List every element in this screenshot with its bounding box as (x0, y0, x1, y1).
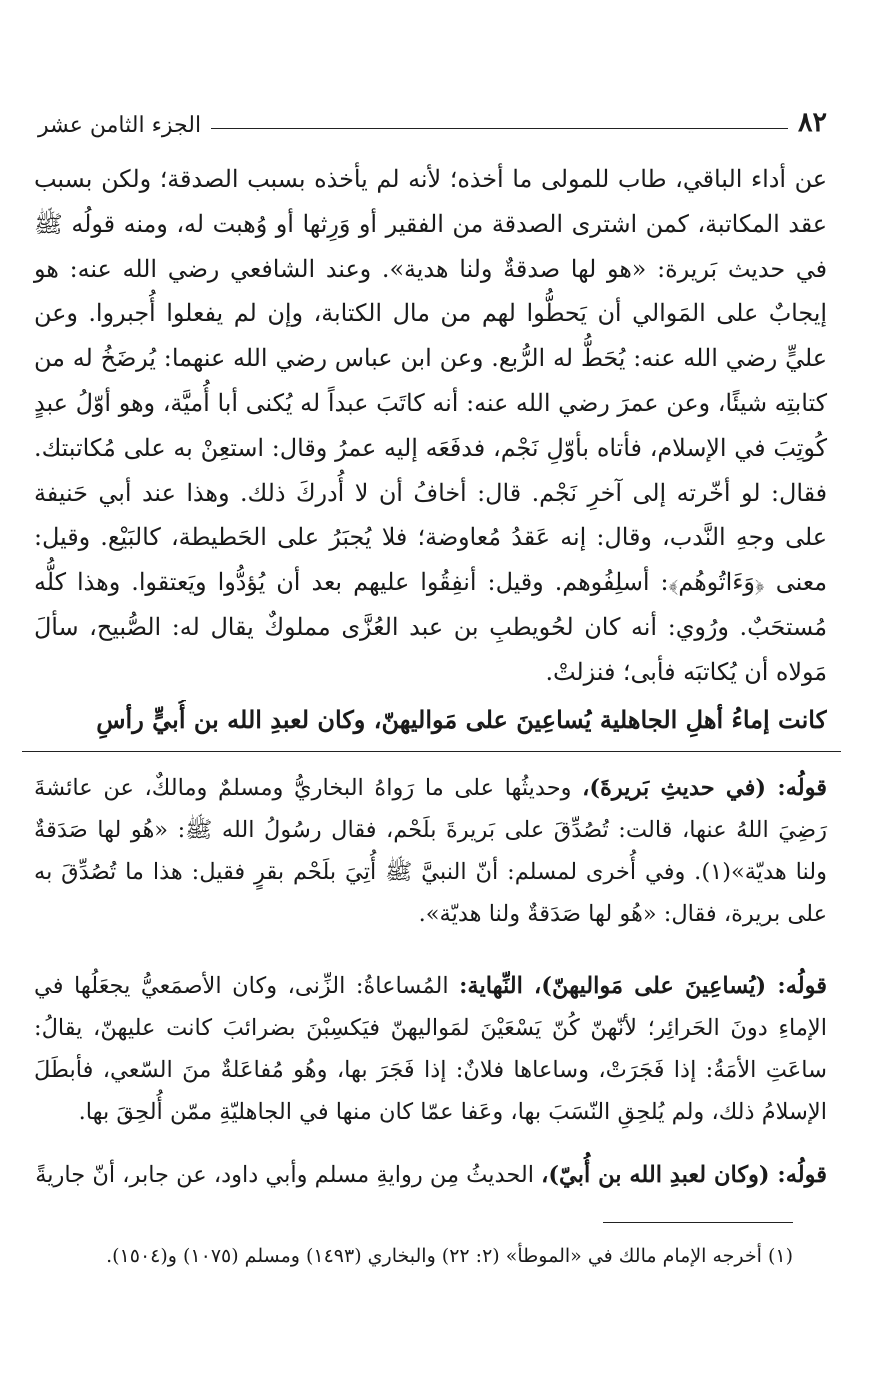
carryover-text: كانت إماءُ أهلِ الجاهلية يُساعِينَ على مَواليهنّ، وكان لعبدِ الله بن أُبيٍّ رأسِ (96, 705, 827, 734)
commentary-separator (22, 751, 841, 752)
commentary-lead: قولُه: (وكان لعبدِ الله بن أُبيّ)، (541, 1162, 827, 1188)
header-rule (211, 128, 788, 129)
footnote: (١) أخرجه الإمام مالك في «الموطأ» (٢: ٢٢) والبخاري (١٤٩٣) ومسلم (١٠٧٥) و(١٥٠٤). (106, 1245, 793, 1267)
page-header (38, 98, 827, 138)
commentary-text: المُساعاةُ: الزِّنى، وكان الأصمَعيُّ يجعَلُها في الإماءِ دونَ الحَرائِر؛ لأنّهنّ كُنّ يَسْعَيْنَ لمَواليهنّ فيَكسِبْنَ بضرائبَ كانت عليهنّ، يقالُ: ساعَتِ الأمَةُ: إذا فَجَرَتْ، وساعاها فلانٌ: إذا فَجَرَ بها، وهُو مُفاعَلةٌ منَ السّعي، فأبطَلَ الإسلامُ ذلك، ولم يُلحِقِ النّسَبَ بها، وعَفا عمّا كان منها في الجاهليّةِ ممّن أُلحِقَ بها. (34, 973, 827, 1125)
commentary-entry (34, 965, 827, 1133)
running-title: الجزء الثامن عشر (38, 113, 202, 138)
commentary-lead: قولُه: (يُساعِينَ على مَواليهنّ)، النِّهاية: (459, 973, 827, 999)
commentary-text: الحديثُ مِن روايةِ مسلم وأبي داود، عن جابر، أنّ جاريةً (35, 1162, 542, 1188)
commentary-entry (34, 1154, 827, 1196)
commentary-lead: قولُه: (في حديثِ بَريرةَ)، (582, 775, 827, 801)
main-text-block (34, 157, 827, 695)
commentary-entry (34, 767, 827, 935)
main-paragraph: عن أداء الباقي، طاب للمولى ما أخذه؛ لأنه لم يأخذه بسبب الصدقة؛ ولكن بسبب عقد المكاتبة، كمن اشترى الصدقة من الفقير أو وَرِثها أو وُهبت له، ومنه قولُه ﷺ في حديث بَريرة: «هو لها صدقةٌ ولنا هدية». وعند الشافعي رضي الله عنه: هو إيجابٌ على المَوالي أن يَحطُّوا لهم من مال الكتابة، وإن لم يفعلوا أُجبروا. وعن عليٍّ رضي الله عنه: يُحَطُّ له الرُّبع. وعن ابن عباس رضي الله عنهما: يُرضَخُ له من كتابتِه شيئًا، وعن عمرَ رضي الله عنه: أنه كاتَبَ عبداً له يُكنى أبا أُميَّة، وهو أوّلُ عبدٍ كُوتِبَ في الإسلام، فأتاه بأوّلِ نَجْم، فدفَعَه إليه عمرُ وقال: استعِنْ به على مُكاتبتك. فقال: لو أخّرته إلى آخرِ نَجْم. قال: أخافُ أن لا أُدركَ ذلك. وهذا عند أبي حَنيفة على وجهِ النَّدب، وقال: إنه عَقدُ مُعاوضة؛ فلا يُجبَرُ على الحَطيطة، كالبَيْع. وقيل: معنى ﴿وَءَاتُوهُم﴾: أسلِفُوهم. وقيل: أنفِقُوا عليهم بعد أن يُؤدُّوا ويَعتقوا. وهذا كلُّه مُستحَبٌ. ورُوي: أنه كان لحُويطبِ بن عبد العُزَّى مملوكٌ يقال له: الصُّبيح، سألَ مَولاه أن يُكاتبَه فأبى؛ فنزلتْ. (34, 165, 827, 686)
page-number: ٨٢ (797, 107, 827, 138)
footnote-rule (603, 1222, 793, 1223)
commentary-text: وحديثُها على ما رَواهُ البخاريُّ ومسلمٌ ومالكٌ، عن عائشةَ رَضِيَ اللهُ عنها، قالت: تُصُدِّقَ على بَريرةَ بلَحْم، فقال رسُولُ الله ﷺ: «هُو لها صَدَقةٌ ولنا هديّة»(١). وفي أُخرى لمسلم: أنّ النبيَّ ﷺ أُتِيَ بلَحْم بقرٍ فقيل: هذا ما تُصُدِّقَ به على بريرة، فقال: «هُو لها صَدَقةٌ ولنا هديّة». (34, 775, 827, 927)
main-carryover-line (30, 700, 827, 740)
